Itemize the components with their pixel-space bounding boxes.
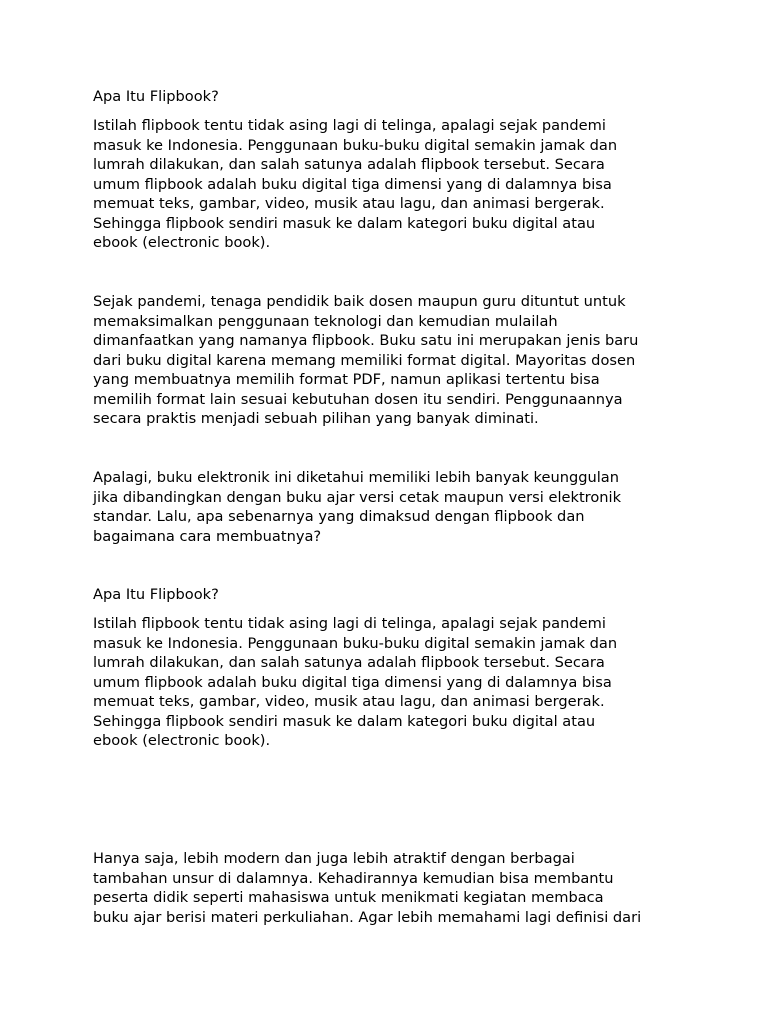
section-heading: Apa Itu Flipbook? [93, 88, 219, 105]
body-paragraph: Istilah flipbook tentu tidak asing lagi di telinga, apalagi sejak pandemi masuk ke Indonesia. Penggunaan buku-buku digital semakin jamak dan lumrah dilakukan, dan salah satunya adalah flipbook tersebut. Secara umum flipbook adalah buku digital tiga dimensi yang di dalamnya bisa memuat teks, gambar, video, musik atau lagu, dan animasi bergerak. Sehingga flipbook sendiri masuk ke dalam kategori buku digital atau ebook (electronic book). [93, 615, 618, 749]
body-paragraph: Sejak pandemi, tenaga pendidik baik dosen maupun guru dituntut untuk memaksimalkan penggunaan teknologi dan kemudian mulailah dimanfaatkan yang namanya flipbook. Buku satu ini merupakan jenis baru dari buku digital karena memang memiliki format digital. Mayoritas dosen yang membuatnya memilih format PDF, namun aplikasi tertentu bisa memilih format lain sesuai kebutuhan dosen itu sendiri. Penggunaannya secara praktis menjadi sebuah pilihan yang banyak diminati. [93, 293, 639, 427]
body-paragraph: Hanya saja, lebih modern dan juga lebih atraktif dengan berbagai tambahan unsur di dalamnya. Kehadirannya kemudian bisa membantu peserta didik seperti mahasiswa untuk menikmati kegiatan membaca buku ajar berisi materi perkuliahan. Agar lebih memahami lagi definisi dari [93, 850, 642, 926]
body-paragraph: Istilah flipbook tentu tidak asing lagi di telinga, apalagi sejak pandemi masuk ke Indonesia. Penggunaan buku-buku digital semakin jamak dan lumrah dilakukan, dan salah satunya adalah flipbook tersebut. Secara umum flipbook adalah buku digital tiga dimensi yang di dalamnya bisa memuat teks, gambar, video, musik atau lagu, dan animasi bergerak. Sehingga flipbook sendiri masuk ke dalam kategori buku digital atau ebook (electronic book). [93, 117, 618, 251]
body-paragraph: Apalagi, buku elektronik ini diketahui memiliki lebih banyak keunggulan jika dibandingkan dengan buku ajar versi cetak maupun versi elektronik standar. Lalu, apa sebenarnya yang dimaksud dengan flipbook dan bagaimana cara membuatnya? [93, 469, 622, 545]
section-heading: Apa Itu Flipbook? [93, 586, 219, 603]
